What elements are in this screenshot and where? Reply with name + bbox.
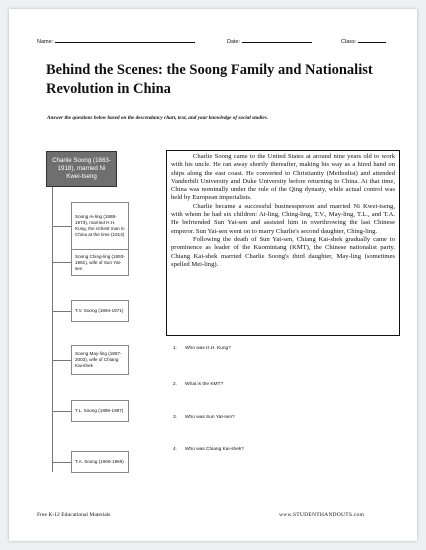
question-text: Who was Chiang Kai-shek? [185,447,244,452]
question-item [173,382,223,387]
chart-branch-line [52,411,71,412]
chart-child-box [71,202,129,250]
question-number: 3. [173,415,178,420]
question-item [173,415,235,420]
chart-child-box [71,249,129,276]
chart-child-box [71,345,129,375]
chart-child-label: T.V. Soong (1894-1971) [75,308,124,313]
reading-passage [166,150,400,336]
class-line[interactable] [358,37,386,43]
passage-paragraph: Following the death of Sun Yat-sen, Chiang Kai-shek gradually came to prominence as leader of the Kuomintang (KMT), the Chinese nationalist party. Chiang Kai-shek married Charlie Soong's third daughter, May-ling (sometimes spelled Mei-ling). [171,235,395,268]
question-number: 1. [173,346,178,351]
date-line[interactable] [242,37,312,43]
date-label: Date: [227,39,241,45]
chart-child-label: Soong Ai-ling (1888-1973), married H.H. Kung, the richest man in China at the time (1914) [75,214,125,237]
chart-child-label: T.L. Soong (1899-1987) [75,408,124,413]
chart-branch-line [52,226,71,227]
chart-branch-line [52,360,71,361]
chart-branch-line [52,311,71,312]
footer-left: Free K-12 Educational Materials [37,512,111,518]
passage-paragraph: Charlie Soong came to the United States at around nine years old to work with his uncle. He ran away shortly thereafter, making his way as a hired hand on ships along the east coast. He converted to Christianity (Methodist) and attended Vanderbilt University and Duke University before returning to China. At that time, China was nominally under the rule of the Qing dynasty, while actual control was held by European imperialists. [171,153,395,202]
date-field[interactable] [227,37,312,45]
name-field[interactable] [37,37,195,45]
chart-root-box [46,151,117,187]
name-label: Name: [37,39,54,45]
footer-website-link[interactable]: www.STUDENTHANDOUTS.com [279,512,365,518]
chart-child-box [71,300,129,322]
chart-child-label: T.A. Soong (1906-1969) [75,459,124,464]
question-number: 2. [173,382,178,387]
question-text: What is the KMT? [185,382,224,387]
question-item [173,346,231,351]
question-item [173,447,244,452]
class-label: Class: [341,39,357,45]
chart-trunk-line [52,187,53,472]
chart-child-label: Soong May-ling (1897-2003), wife of Chiang Kai-shek [75,351,122,368]
name-line[interactable] [55,37,195,43]
question-text: Who was H.H. Kung? [185,346,231,351]
chart-child-box [71,451,129,473]
chart-child-label: Soong Ching-ling (1893-1981), wife of Sun Yat-sen [75,253,125,271]
worksheet-page [9,9,417,541]
question-number: 4. [173,447,178,452]
chart-root-label: Charlie Soong (1863-1918), married Ni Kwei-tseng [52,157,111,180]
instructions: Answer the questions below based on the descendancy chart, text, and your knowledge of social studies. [47,115,269,121]
chart-branch-line [52,262,71,263]
question-text: Who was Sun Yat-sen? [185,415,235,420]
passage-paragraph: Charlie became a successful businessperson and married Ni Kwei-tseng, with whom he had six children: Ai-ling, Ching-ling, T.V., May-ling, T.L., and T.A. He befriended Sun Yat-sen and assisted him in overthrowing the last Chinese emperor. Sun Yat-sen went on to marry Charlie's second daughter, Ching-ling. [171,202,395,235]
chart-child-box [71,400,129,422]
page-title: Behind the Scenes: the Soong Family and Nationalist Revolution in China [46,62,373,97]
class-field[interactable] [341,37,386,45]
chart-branch-line [52,462,71,463]
